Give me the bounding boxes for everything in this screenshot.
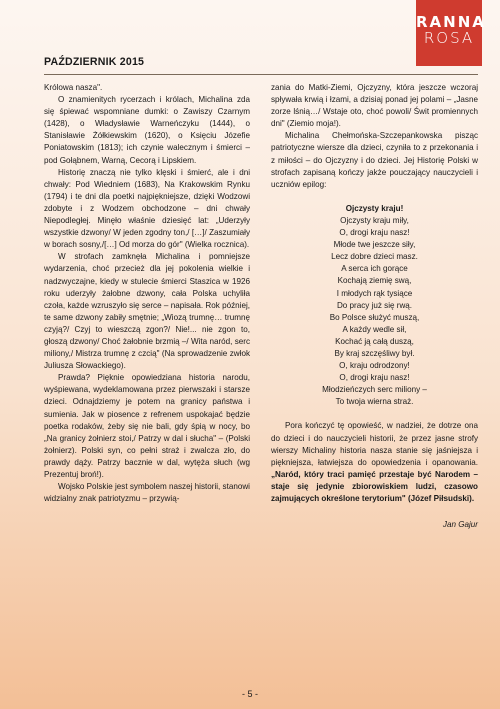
poem-line: Kochać ją całą duszą, bbox=[335, 336, 414, 346]
page-number: - 5 - bbox=[241, 689, 258, 699]
header-divider bbox=[44, 74, 478, 75]
closing-text: Pora kończyć tę opowieść, w nadziei, że dotrze ona do dzieci i do nauczycieli historii, że przez jasne strofy wierszy Michaliny historia nasza stanie się jaśniejsza i piękniejsza, łatwiejsza do opowiedzenia i opanowania. bbox=[271, 421, 478, 467]
logo-line1: RANNA bbox=[416, 13, 486, 31]
logo-line2: ROSA bbox=[423, 29, 475, 47]
article-left-column bbox=[44, 82, 250, 505]
poem-line: Ojczysty kraju miły, bbox=[340, 215, 409, 225]
article-right-column bbox=[271, 82, 478, 531]
closing-paragraph bbox=[271, 420, 478, 505]
poem-line: Młode twe jeszcze siły, bbox=[333, 240, 416, 250]
poem-title: Ojczysty kraju! bbox=[345, 203, 404, 213]
poem-line: O, drogi kraju nasz! bbox=[339, 373, 410, 383]
paragraph: zania do Matki-Ziemi, Ojczyzny, która jeszcze wczoraj spływała krwią i łzami, a dzisiaj ponad jej polami – „Jasne zorze lśnią…/ Wstaje oto, choć powoli/ Świt promiennych dni" (Ziemio moja!). bbox=[271, 83, 478, 129]
poem-line: Lecz dobre dzieci masz. bbox=[331, 252, 418, 262]
paragraph: W strofach zamknęła Michalina i pomniejsze wydarzenia, choć przecież dla jej pokolenia wielkie i nadzwyczajne, kiedy w stulecie śmierci Staszica w 1926 roku uderzyły żałobne dzwony, cała Polska uchyliła czoła, każde wzruszyło się serce – napisała. Rok później, te same dzwony zabiły smętnie; „Wiozą trumnę… trumnę czyją?/ Czyj to wieszczą zgon?/ Nie!... nie zgon to, głoszą dzwony/ Choć żałobnie brzmią –/ Wita naród, serc miliony,/ Mistrza trumnę z czcią" (Na sprowadzenie zwłok Juliusza Słowackiego). bbox=[44, 252, 250, 371]
poem-line: O, kraju odrodzony! bbox=[339, 361, 410, 371]
poem-line: Do pracy już się rwą. bbox=[336, 300, 413, 310]
poem-line: Kochają ziemię swą, bbox=[337, 276, 412, 286]
poem-line: Młodzieńczych serc miliony – bbox=[322, 385, 427, 395]
poem-line: To twoja wierna straż. bbox=[335, 397, 414, 407]
paragraph: Królowa nasza". bbox=[44, 83, 103, 92]
paragraph: Michalina Chełmońska-Szczepankowska pisząc patriotyczne wiersze dla dzieci, czyniła to z przekonania i z miłości – do Ojczyzny i do dzieci. Jej Historię Polski w strofach zapisaną kończy jakże pouczający nauczycieli i uczniów epilog: bbox=[271, 131, 478, 189]
poem-line: O, drogi kraju nasz! bbox=[339, 228, 410, 238]
poem bbox=[271, 203, 478, 409]
closing-quote: „Naród, który traci pamięć przestaje być Narodem – staje się jedynie zbiorowiskiem ludzi, czasowo zajmujących określone terytorium" (Józef Piłsudski). bbox=[271, 469, 478, 503]
poem-line: I młodych rąk tysiące bbox=[336, 288, 413, 298]
poem-line: Bo Polsce służyć muszą, bbox=[329, 312, 420, 322]
issue-month: PAŹDZIERNIK 2015 bbox=[44, 56, 145, 68]
paragraph: Wojsko Polskie jest symbolem naszej historii, stanowi widzialny znak patriotyzmu – przywią- bbox=[44, 482, 250, 504]
author-signature: Jan Gajur bbox=[442, 520, 478, 530]
poem-line: By kraj szczęśliwy był. bbox=[334, 348, 415, 358]
poem-line: A każdy wedle sił, bbox=[342, 324, 407, 334]
paragraph: O znamienitych rycerzach i królach, Michalina zda się śpiewać wspomniane dumki: o Zawiszy Czarnym (1428), o Władysławie Warneńczyku (1444), o Stanisławie Żółkiewskim (1620), o Księciu Józefie Poniatowskim (1813); ich czynie walecznym i śmierci – pod Gołąbnem, Warną, Cecorą i Lipskiem. bbox=[44, 95, 250, 165]
paragraph: Historię znaczą nie tylko klęski i śmierć, ale i dni chwały: Pod Wiedniem (1683), Na Krakowskim Rynku (1794) i te dni dla poetki najpiękniejsze, dzięki Wodzowi zdobyte i z Wodzem obchodzone – dni chwały Niepodległej. Minęło właśnie dziesięć lat: „Uderzyły wszystkie dzwony/ W jeden zgodny ton,/ […]/ Zaszumiały w borach sosny,/[…] Od morza do gór" (Wielka rocznica). bbox=[44, 167, 250, 250]
poem-line: A serca ich gorące bbox=[341, 264, 408, 274]
magazine-logo bbox=[416, 0, 486, 66]
paragraph: Prawda? Pięknie opowiedziana historia narodu, wyśpiewana, wydeklamowana przez pierwszaki i starsze dzieci. Odnajdziemy je potem na granicy państwa i sumienia. Jak w piosence z refrenem uspokajać będzie poetka rodaków, żeby się nie bali, gdy śpią w nocy, bo „Na granicy żołnierz stoi,/ Patrzy w dal i słucha" – (Polski żołnierz). Polski syn, co pełni straż i zwalcza zło, do prawdy dąży. Patrzy bacznie w dal, wytęża słuch (wg Prezentuj broń!). bbox=[44, 373, 250, 479]
